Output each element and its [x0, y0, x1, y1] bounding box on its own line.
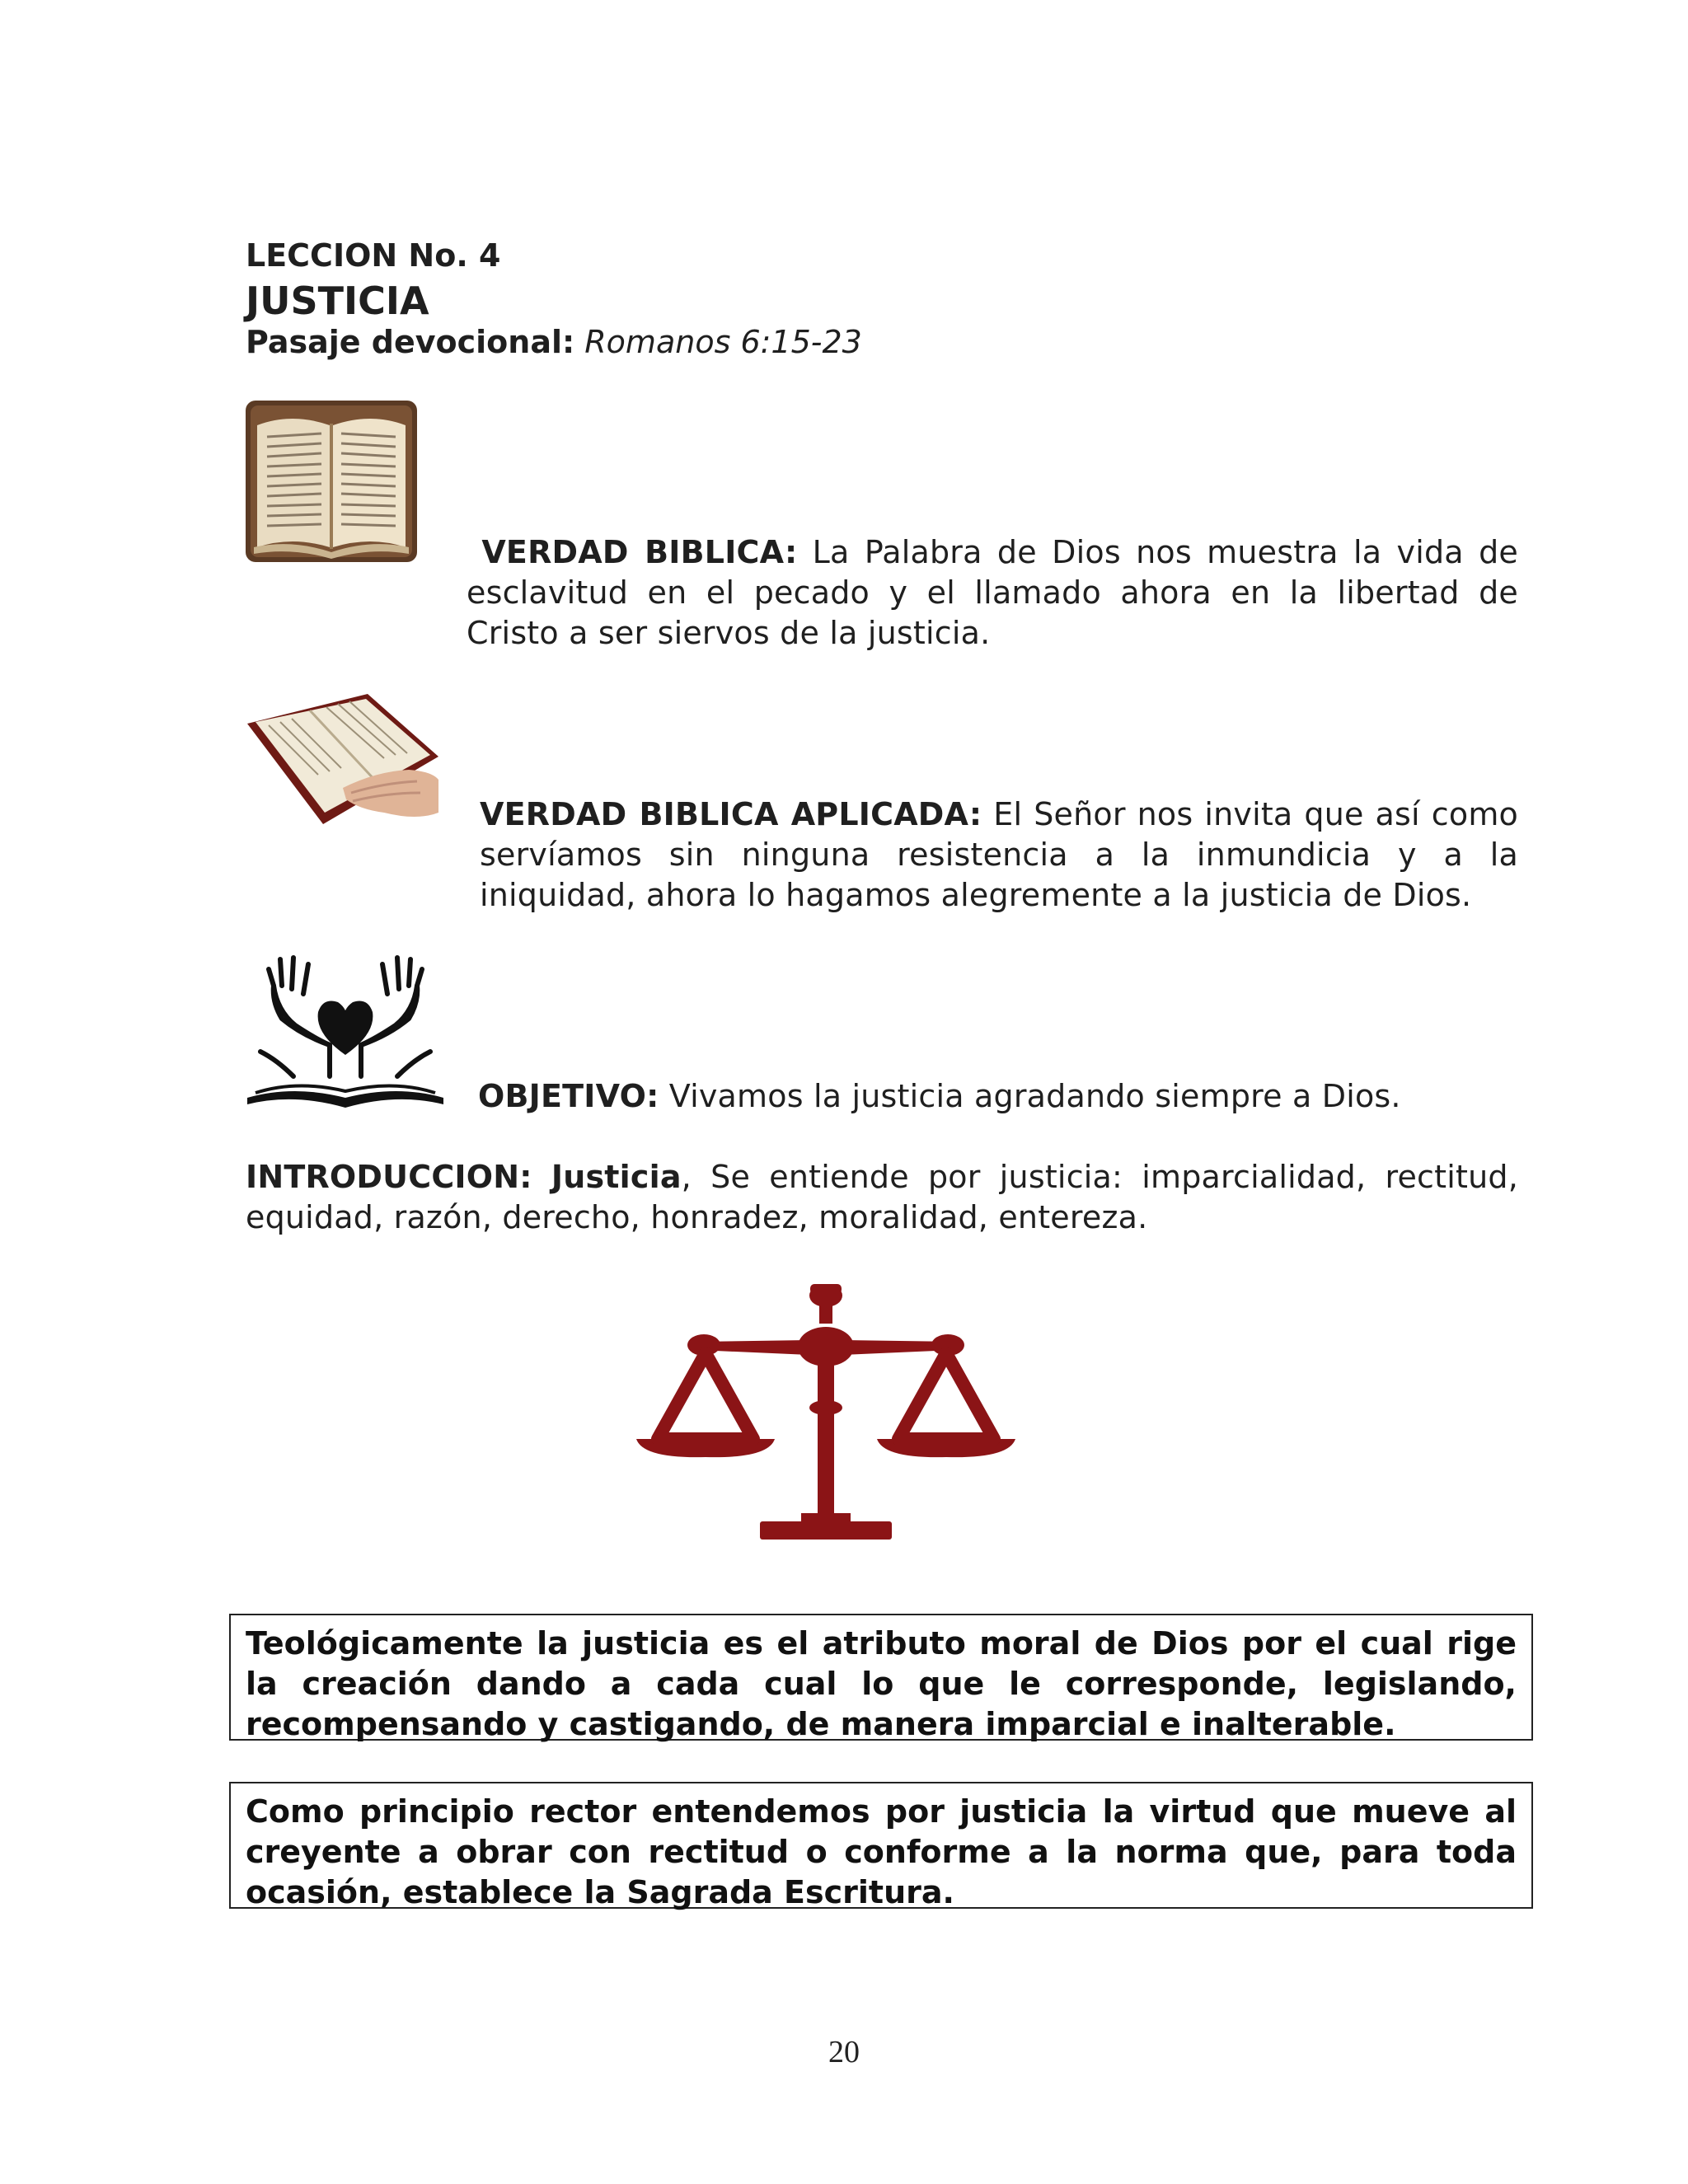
scales-of-justice-icon: [630, 1274, 1022, 1543]
verdad-biblica-paragraph: [467, 532, 1518, 654]
hands-heart-icon: [244, 953, 447, 1109]
passage-label: Pasaje devocional:: [246, 324, 575, 360]
hand-on-bible-image: [244, 689, 442, 827]
theological-definition-box: [229, 1614, 1533, 1741]
introduccion-term: Justicia: [551, 1159, 682, 1195]
verdad-aplicada-paragraph: [480, 794, 1518, 916]
verdad-biblica-text: La Palabra de Dios nos muestra la vida de esclavitud en el pecado y el llamado ahora en la libertad de Cristo a ser siervos de la justicia.: [467, 534, 1519, 651]
introduccion-paragraph: [246, 1157, 1518, 1238]
page-number: 20: [828, 2035, 860, 2069]
objetivo-text: Vivamos la justicia agradando siempre a Dios.: [668, 1078, 1401, 1114]
lesson-number: LECCION No. 4: [246, 237, 501, 274]
devotional-passage: [246, 324, 862, 360]
verdad-biblica-label: VERDAD BIBLICA:: [481, 534, 798, 570]
guiding-principle-text: Como principio rector entendemos por justicia la virtud que mueve al creyente a obrar con rectitud o conforme a la norma que, para toda ocasión, establece la Sagrada Escritura.: [246, 1793, 1517, 1910]
lesson-title: JUSTICIA: [246, 279, 429, 323]
open-bible-image: [246, 401, 417, 562]
passage-reference: Romanos 6:15-23: [584, 324, 862, 360]
verdad-aplicada-text: El Señor nos invita que así como servíamos sin ninguna resistencia a la inmundicia y a la iniquidad, ahora lo hagamos alegremente a la justicia de Dios.: [480, 796, 1518, 913]
verdad-aplicada-label: VERDAD BIBLICA APLICADA:: [480, 796, 982, 832]
introduccion-label: INTRODUCCION:: [246, 1159, 532, 1195]
theological-definition-text: Teológicamente la justicia es el atributo moral de Dios por el cual rige la creación dando a cada cual lo que le corresponde, legislando, recompensando y castigando, de manera imparcial e inalterable.: [246, 1625, 1517, 1742]
objetivo-paragraph: [478, 1076, 1518, 1117]
introduccion-text: , Se entiende por justicia: imparcialidad, rectitud, equidad, razón, derecho, honradez, moralidad, entereza.: [246, 1159, 1518, 1235]
guiding-principle-box: [229, 1782, 1533, 1909]
objetivo-label: OBJETIVO:: [478, 1078, 659, 1114]
